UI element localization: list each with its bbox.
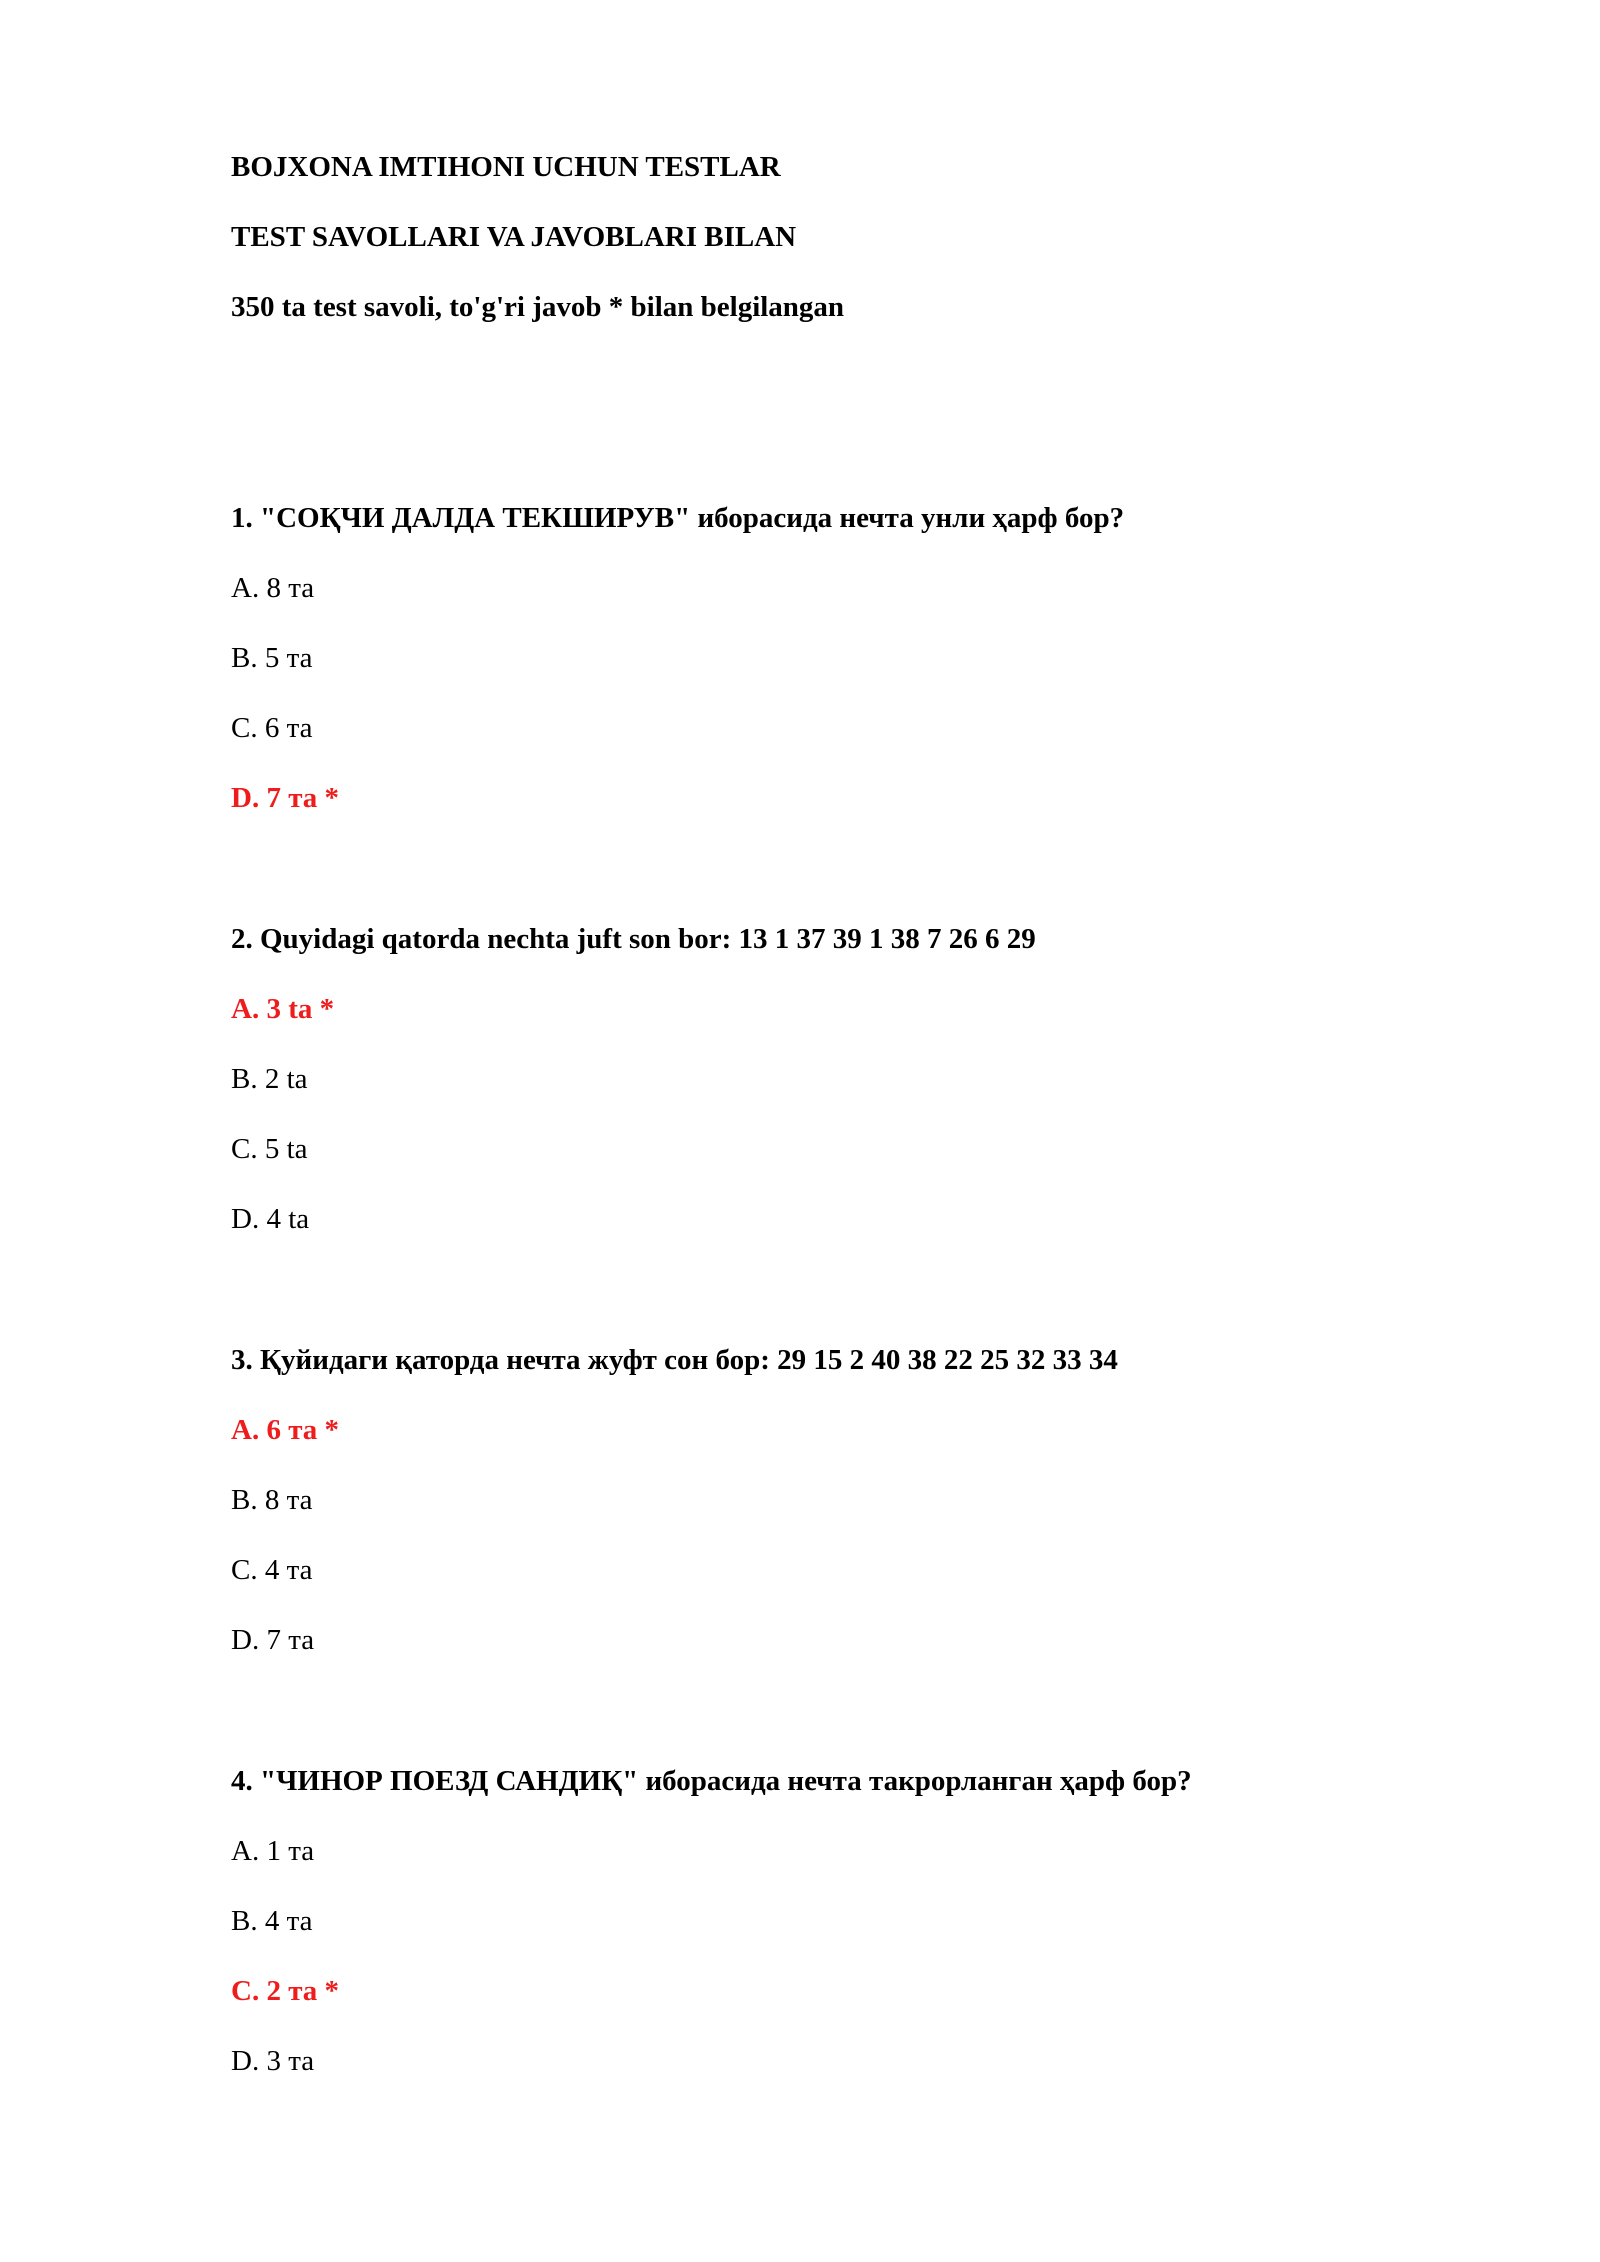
question-text: 3. Қуйидаги қаторда нечта жуфт сон бор: 29 15 2 40 38 22 25 32 33 34 xyxy=(231,1344,1118,1376)
option-c: C. 5 ta xyxy=(231,1133,308,1165)
option-d: D. 4 ta xyxy=(231,1203,310,1235)
document-note: 350 ta test savoli, to'g'ri javob * bilan belgilangan xyxy=(231,291,845,323)
question-2 xyxy=(231,922,1431,1343)
question-text: 1. "СОҚЧИ ДАЛДА ТЕКШИРУВ" иборасида нечта унли ҳарф бор? xyxy=(231,502,1125,534)
option-b: B. 5 та xyxy=(231,642,313,674)
option-c-correct: C. 2 та * xyxy=(231,1975,340,2007)
option-a-correct: A. 6 та * xyxy=(231,1414,340,1446)
option-a-correct: A. 3 ta * xyxy=(231,993,335,1025)
question-1 xyxy=(231,501,1431,922)
question-text: 2. Quyidagi qatorda nechta juft son bor: 13 1 37 39 1 38 7 26 6 29 xyxy=(231,923,1036,955)
option-b: B. 4 та xyxy=(231,1905,313,1937)
document-title: BOJXONA IMTIHONI UCHUN TESTLAR xyxy=(231,151,781,183)
question-list xyxy=(231,501,1431,2185)
option-d: D. 7 та xyxy=(231,1624,315,1656)
question-4 xyxy=(231,1764,1431,2185)
option-d-correct: D. 7 та * xyxy=(231,782,340,814)
option-a: A. 1 та xyxy=(231,1835,315,1867)
option-c: C. 6 та xyxy=(231,712,313,744)
question-text: 4. "ЧИНОР ПОЕЗД САНДИҚ" иборасида нечта такрорланган ҳарф бор? xyxy=(231,1765,1192,1797)
option-a: A. 8 та xyxy=(231,572,315,604)
option-b: B. 2 ta xyxy=(231,1063,308,1095)
document-subtitle: TEST SAVOLLARI VA JAVOBLARI BILAN xyxy=(231,221,797,253)
option-d: D. 3 та xyxy=(231,2045,315,2077)
question-3 xyxy=(231,1343,1431,1764)
document-header xyxy=(231,150,1431,360)
option-c: C. 4 та xyxy=(231,1554,313,1586)
option-b: B. 8 та xyxy=(231,1484,313,1516)
